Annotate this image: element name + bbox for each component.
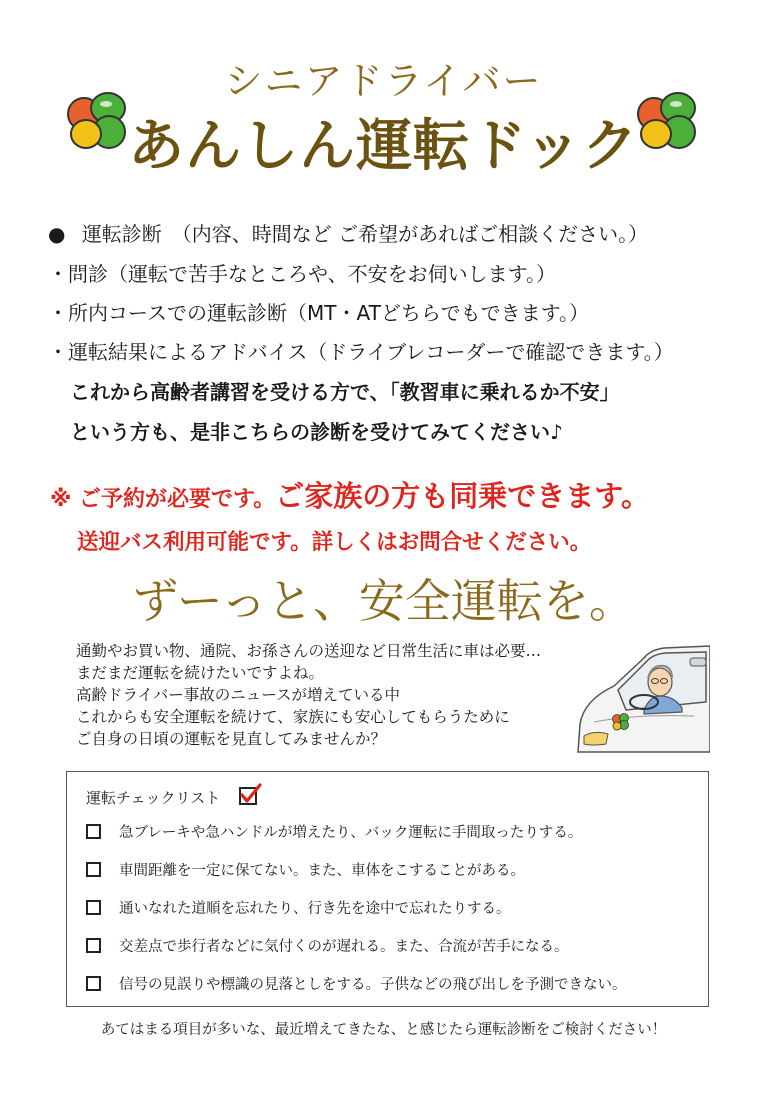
checkbox[interactable] <box>86 938 101 953</box>
paragraph-line: ご自身の日頃の運転を見直してみませんか？ <box>76 730 387 748</box>
checklist-item[interactable] <box>86 858 525 880</box>
bullet: ● <box>48 222 66 246</box>
elderly-driver-car-icon <box>574 640 710 760</box>
list-item: ・問診（運転で苦手なところや、不安をお伺いします。） <box>48 262 556 286</box>
checkbox[interactable] <box>86 900 101 915</box>
paragraph-line: 通勤やお買い物、通院、お孫さんの送迎など日常生活に車は必要… <box>76 642 542 660</box>
service-heading <box>48 218 648 247</box>
checklist-item[interactable] <box>86 972 627 994</box>
family-notice: ご家族の方も同乗できます。 <box>275 479 650 513</box>
page-title: あんしん運転ドック <box>128 114 639 179</box>
checkbox[interactable] <box>86 976 101 991</box>
list-item: ・運転結果によるアドバイス（ドライブレコーダーで確認できます。） <box>48 340 674 364</box>
recommend-line: という方も、是非こちらの診断を受けてみてください♪ <box>70 420 563 444</box>
checklist-title: 運転チェックリスト <box>86 789 221 807</box>
checkbox[interactable] <box>86 824 101 839</box>
reservation-notice <box>50 474 650 515</box>
checklist-item[interactable] <box>86 934 569 956</box>
red-check-icon <box>238 782 262 806</box>
checklist-item-text: 通いなれた道順を忘れたり、行き先を途中で忘れたりする。 <box>119 900 511 917</box>
paragraph-line: 高齢ドライバー事故のニュースが増えている中 <box>76 686 400 704</box>
checklist-item-text: 急ブレーキや急ハンドルが増えたり、バック運転に手間取ったりする。 <box>119 824 583 841</box>
checklist-item[interactable] <box>86 896 511 918</box>
recommend-line: これから高齢者講習を受ける方で、「教習車に乗れるか不安」 <box>70 380 620 404</box>
checklist-item-text: 信号の見誤りや標識の見落としをする。子供などの飛び出しを予測できない。 <box>119 976 627 993</box>
paragraph-line: これからも安全運転を続けて、家族にも安心してもらうために <box>76 708 510 726</box>
service-heading-text: 運転診断 （内容、時間など ご希望があればご相談ください。） <box>81 222 649 246</box>
checklist-item-text: 車間距離を一定に保てない。また、車体をこすることがある。 <box>119 862 525 879</box>
senior-driver-mark-icon <box>632 88 700 152</box>
description-paragraph <box>76 640 576 750</box>
checkbox[interactable] <box>86 862 101 877</box>
paragraph-line: まだまだ運転を続けたいですよね。 <box>76 664 325 682</box>
bus-notice: 送迎バス利用可能です。詳しくはお問合せください。 <box>77 530 592 555</box>
subtitle: シニアドライバー <box>224 59 543 103</box>
footer-note: あてはまる項目が多いな、最近増えてきたな、と感じたら運転診断をご検討ください！ <box>100 1022 667 1038</box>
list-item: ・所内コースでの運転診断（MT・ATどちらでもできます。） <box>48 301 590 325</box>
checklist-item-text: 交差点で歩行者などに気付くのが遅れる。また、合流が苦手になる。 <box>119 938 569 955</box>
reservation-text: ※ ご予約が必要です。 <box>50 487 276 512</box>
slogan: ずーっと、安全運転を。 <box>132 574 635 628</box>
checklist-item[interactable] <box>86 820 582 842</box>
senior-driver-mark-icon <box>62 88 130 152</box>
